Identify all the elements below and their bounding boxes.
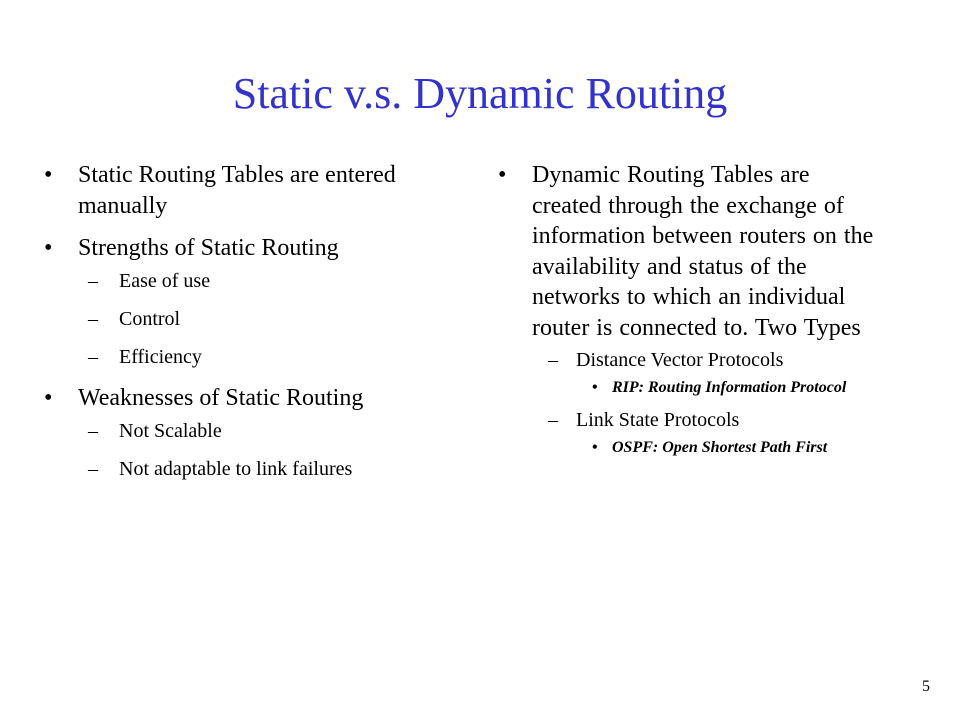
bullet-strengths (44, 233, 464, 264)
sub-item-link-state (498, 407, 878, 433)
sub-item-text: Control (119, 308, 181, 330)
bullet-text: Weaknesses of Static Routing (78, 385, 364, 411)
detail-ospf (498, 437, 878, 458)
bullet-weaknesses (44, 383, 464, 414)
dash-icon: – (88, 308, 98, 330)
bullet-icon: • (592, 379, 598, 396)
detail-text: RIP: Routing Information Protocol (612, 379, 847, 396)
detail-text: OSPF: Open Shortest Path First (612, 439, 828, 456)
page-number: 5 (922, 678, 930, 695)
detail-rip (498, 377, 878, 398)
bullet-icon: • (44, 235, 53, 261)
sub-item-text: Distance Vector Protocols (576, 349, 784, 371)
bullet-icon: • (592, 439, 598, 456)
slide-title: Static v.s. Dynamic Routing (232, 69, 728, 118)
bullet-icon: • (498, 162, 507, 188)
dash-icon: – (548, 409, 558, 431)
dash-icon: – (88, 420, 98, 442)
dash-icon: – (88, 270, 98, 292)
sub-item-control (44, 306, 464, 332)
bullet-text: Dynamic Routing Tables are created through the exchange of information between routers on the availability and status of the networks to which an individual router is connected to. Two Types (532, 162, 874, 341)
sub-item-text: Not adaptable to link failures (119, 458, 353, 480)
bullet-static-tables (44, 160, 464, 222)
sub-item-distance-vector (498, 347, 878, 373)
sub-item-text: Link State Protocols (576, 409, 740, 431)
bullet-text: Static Routing Tables are entered manually (78, 162, 396, 219)
sub-item-not-adaptable (44, 456, 464, 482)
sub-item-efficiency (44, 344, 464, 370)
right-column (498, 160, 878, 458)
dash-icon: – (88, 458, 98, 480)
left-column (44, 160, 464, 482)
sub-item-text: Efficiency (119, 346, 202, 368)
bullet-icon: • (44, 162, 53, 188)
bullet-dynamic-tables (498, 160, 878, 343)
dash-icon: – (88, 346, 98, 368)
bullet-text: Strengths of Static Routing (78, 235, 339, 261)
sub-item-text: Not Scalable (119, 420, 222, 442)
dash-icon: – (548, 349, 558, 371)
bullet-icon: • (44, 385, 53, 411)
sub-item-ease-of-use (44, 268, 464, 294)
sub-item-text: Ease of use (119, 270, 211, 292)
sub-item-not-scalable (44, 418, 464, 444)
